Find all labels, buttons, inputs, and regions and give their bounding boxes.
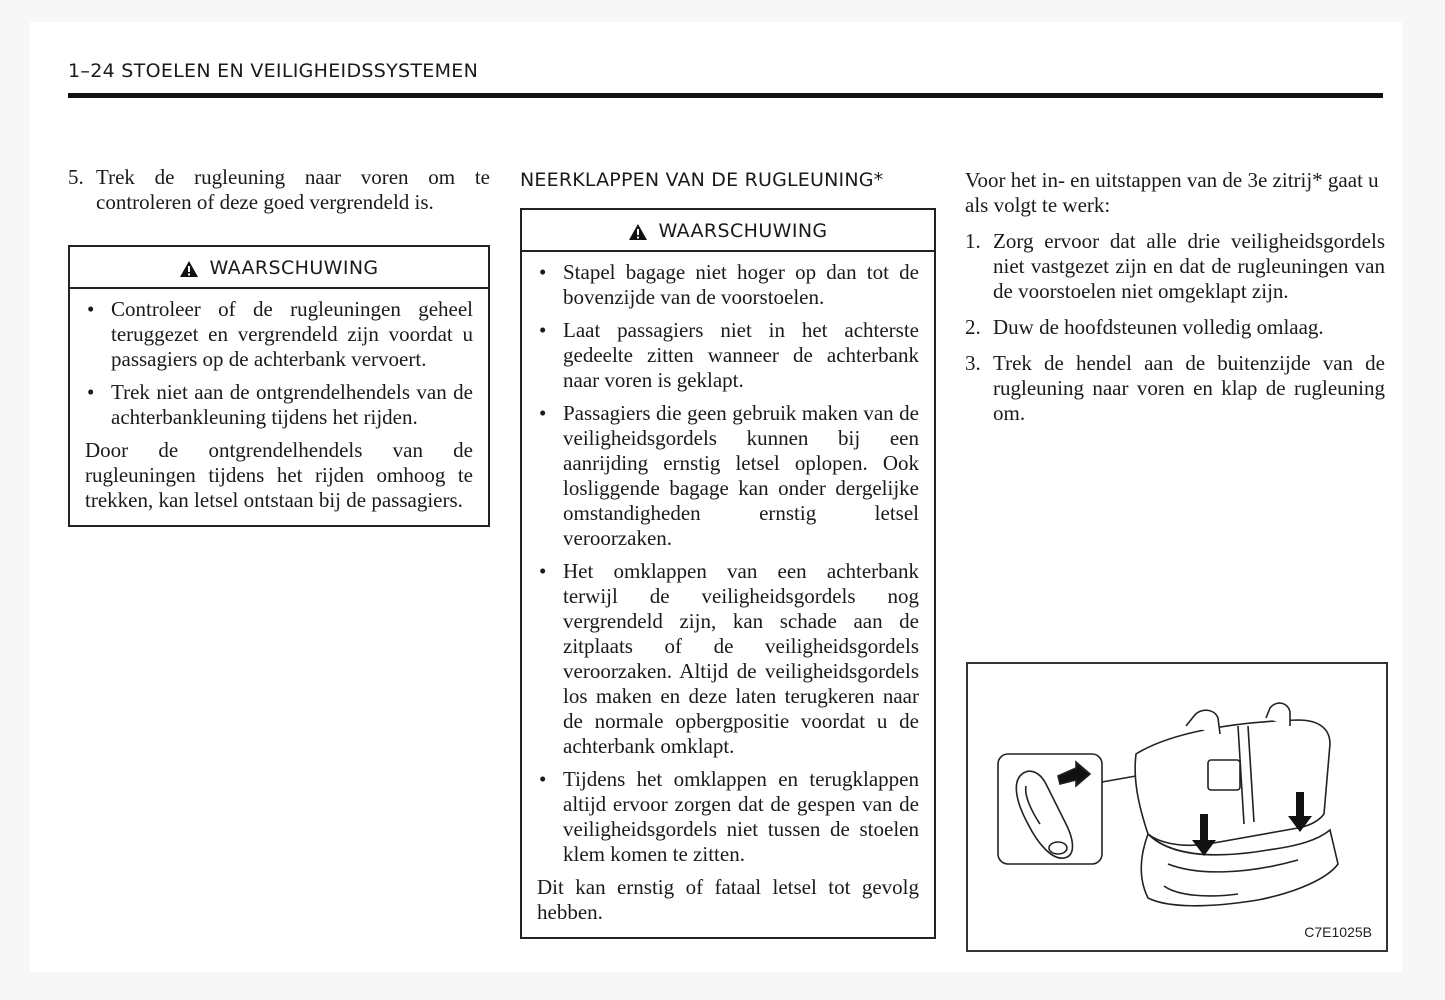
warning-bullet: • Stapel bagage niet hoger op dan tot de bovenzijde van de voorstoelen.	[539, 260, 919, 309]
step-2	[965, 315, 1385, 340]
warning-header	[70, 247, 488, 289]
step-number: 5.	[68, 165, 84, 189]
bullet-dot: •	[539, 559, 547, 583]
warning-body	[70, 289, 488, 525]
column-left	[68, 165, 490, 527]
bullet-dot: •	[539, 401, 547, 425]
warning-box-left	[68, 245, 490, 527]
bullet-dot: •	[87, 297, 95, 321]
warning-title: WAARSCHUWING	[658, 220, 828, 242]
section-title: NEERKLAPPEN VAN DE RUGLEUNING*	[520, 169, 884, 191]
warning-title: WAARSCHUWING	[209, 257, 379, 279]
step-number: 2.	[965, 315, 981, 339]
column-right	[965, 168, 1385, 426]
warning-bullet: • Trek niet aan de ontgrendelhendels van de achterbankleuning tijdens het rijden.	[87, 380, 473, 429]
step-text: Duw de hoofdsteunen volledig omlaag.	[993, 315, 1324, 339]
step-text: Trek de hendel aan de buitenzijde van de rugleuning naar voren en klap de rugleuning om.	[993, 351, 1385, 425]
step-number: 3.	[965, 351, 981, 375]
step-1	[965, 229, 1385, 304]
page-header: 1–24 STOELEN EN VEILIGHEIDSSYSTEMEN	[68, 60, 479, 82]
bullet-dot: •	[539, 767, 547, 791]
column-middle	[520, 168, 936, 939]
step-text: Trek de rugleuning naar voren om te controleren of deze goed vergrendeld is.	[96, 165, 490, 214]
warning-bullet: • Laat passagiers niet in het achterste gedeelte zitten wanneer de achterbank naar voren is geklapt.	[539, 318, 919, 392]
seat-illustration	[966, 662, 1388, 952]
step-text: Zorg ervoor dat alle drie veiligheidsgordels niet vastgezet zijn en dat de rugleuningen van de voorstoelen niet omgeklapt zijn.	[993, 229, 1385, 303]
seat-drawing	[968, 664, 1386, 950]
bullet-dot: •	[539, 318, 547, 342]
step-number: 1.	[965, 229, 981, 253]
warning-bullet: • Passagiers die geen gebruik maken van de veiligheidsgordels kunnen bij een aanrijding ernstig letsel oplopen. Ook losliggende bagage kan onder dergelijke omstandigheden ernstig letsel veroorzaken.	[539, 401, 919, 550]
header-rule	[68, 93, 1383, 98]
figure-code: C7E1025B	[1304, 924, 1372, 940]
warning-header	[522, 210, 934, 252]
warning-icon	[179, 251, 199, 293]
warning-bullet: • Het omklappen van een achterbank terwijl de veiligheidsgordels nog vergrendeld zijn, kan schade aan de zitplaats of de veiligheidsgordels veroorzaken. Altijd de veiligheidsgordels los maken en deze laten terugkeren naar de normale opbergpositie voordat u de achterbank omklapt.	[539, 559, 919, 758]
step-5	[68, 165, 490, 215]
warning-paragraph: Dit kan ernstig of fataal letsel tot gevolg hebben.	[537, 875, 919, 924]
warning-body	[522, 252, 934, 937]
intro-text: Voor het in- en uitstappen van de 3e zitrij* gaat u als volgt te werk:	[965, 168, 1379, 217]
warning-bullet: • Tijdens het omklappen en terugklappen altijd ervoor zorgen dat de gespen van de veiligheidsgordels niet tussen de stoelen klem komen te zitten.	[539, 767, 919, 866]
warning-icon	[628, 214, 648, 256]
bullet-dot: •	[87, 380, 95, 404]
warning-paragraph: Door de ontgrendelhendels van de rugleuningen tijdens het rijden omhoog te trekken, kan letsel ontstaan bij de passagiers.	[85, 438, 473, 512]
warning-box-middle	[520, 208, 936, 939]
bullet-dot: •	[539, 260, 547, 284]
rear-seat	[1135, 703, 1338, 906]
lever-inset	[998, 754, 1102, 864]
step-3	[965, 351, 1385, 426]
warning-bullet: • Controleer of de rugleuningen geheel teruggezet en vergrendeld zijn voordat u passagiers op de achterbank vervoert.	[87, 297, 473, 371]
